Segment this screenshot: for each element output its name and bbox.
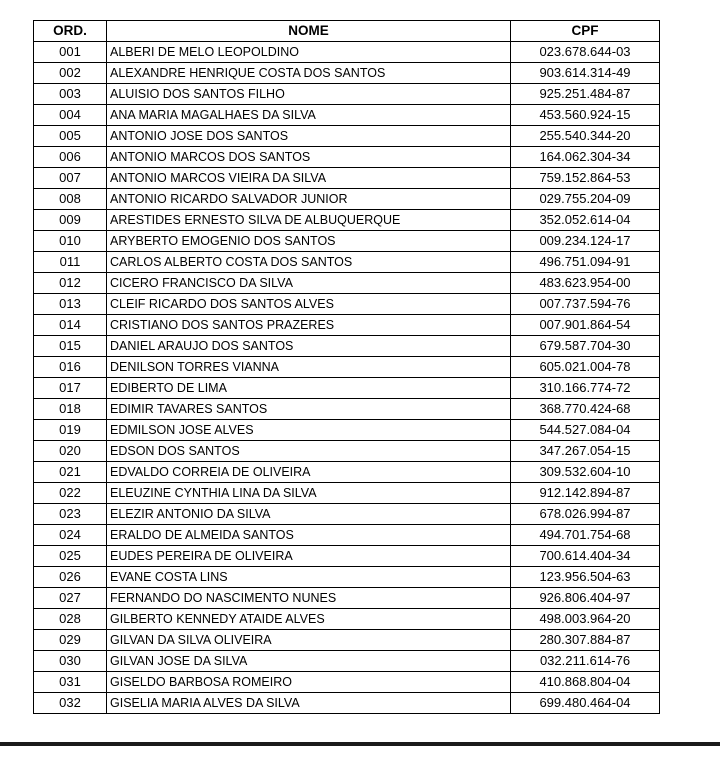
table-row — [34, 168, 660, 189]
nome-cell: CARLOS ALBERTO COSTA DOS SANTOS — [107, 252, 511, 273]
column-header-cpf: CPF — [511, 21, 660, 42]
cpf-cell: 759.152.864-53 — [511, 168, 660, 189]
nome-cell: ANA MARIA MAGALHAES DA SILVA — [107, 105, 511, 126]
nome-cell: CICERO FRANCISCO DA SILVA — [107, 273, 511, 294]
ord-cell: 005 — [34, 126, 107, 147]
cpf-cell: 912.142.894-87 — [511, 483, 660, 504]
ord-cell: 017 — [34, 378, 107, 399]
cpf-cell: 007.737.594-76 — [511, 294, 660, 315]
table-row — [34, 609, 660, 630]
nome-cell: GISELIA MARIA ALVES DA SILVA — [107, 693, 511, 714]
table-row — [34, 651, 660, 672]
nome-cell: ANTONIO MARCOS VIEIRA DA SILVA — [107, 168, 511, 189]
ord-cell: 002 — [34, 63, 107, 84]
nome-cell: GILVAN DA SILVA OLIVEIRA — [107, 630, 511, 651]
table-row — [34, 294, 660, 315]
ord-cell: 014 — [34, 315, 107, 336]
ord-cell: 010 — [34, 231, 107, 252]
table-row — [34, 462, 660, 483]
ord-cell: 007 — [34, 168, 107, 189]
table-row — [34, 42, 660, 63]
nome-cell: GILBERTO KENNEDY ATAIDE ALVES — [107, 609, 511, 630]
cpf-cell: 123.956.504-63 — [511, 567, 660, 588]
table-body — [34, 42, 660, 714]
table-row — [34, 357, 660, 378]
ord-cell: 026 — [34, 567, 107, 588]
table-row — [34, 504, 660, 525]
ord-cell: 003 — [34, 84, 107, 105]
ord-cell: 030 — [34, 651, 107, 672]
nome-cell: EUDES PEREIRA DE OLIVEIRA — [107, 546, 511, 567]
ord-cell: 015 — [34, 336, 107, 357]
ord-cell: 023 — [34, 504, 107, 525]
cpf-cell: 483.623.954-00 — [511, 273, 660, 294]
table-row — [34, 525, 660, 546]
table-row — [34, 420, 660, 441]
cpf-cell: 309.532.604-10 — [511, 462, 660, 483]
ord-cell: 025 — [34, 546, 107, 567]
ord-cell: 001 — [34, 42, 107, 63]
table-row — [34, 546, 660, 567]
nome-cell: ELEUZINE CYNTHIA LINA DA SILVA — [107, 483, 511, 504]
cpf-cell: 007.901.864-54 — [511, 315, 660, 336]
table-row — [34, 399, 660, 420]
ord-cell: 006 — [34, 147, 107, 168]
nome-cell: ANTONIO JOSE DOS SANTOS — [107, 126, 511, 147]
table-row — [34, 147, 660, 168]
table-row — [34, 441, 660, 462]
table-row — [34, 588, 660, 609]
nome-cell: ALEXANDRE HENRIQUE COSTA DOS SANTOS — [107, 63, 511, 84]
cpf-cell: 029.755.204-09 — [511, 189, 660, 210]
ord-cell: 029 — [34, 630, 107, 651]
table-row — [34, 126, 660, 147]
ord-cell: 016 — [34, 357, 107, 378]
table-row — [34, 252, 660, 273]
cpf-cell: 679.587.704-30 — [511, 336, 660, 357]
ord-cell: 031 — [34, 672, 107, 693]
cpf-cell: 903.614.314-49 — [511, 63, 660, 84]
ord-cell: 013 — [34, 294, 107, 315]
nome-cell: ERALDO DE ALMEIDA SANTOS — [107, 525, 511, 546]
cpf-cell: 453.560.924-15 — [511, 105, 660, 126]
cpf-cell: 032.211.614-76 — [511, 651, 660, 672]
nome-cell: EVANE COSTA LINS — [107, 567, 511, 588]
ord-cell: 027 — [34, 588, 107, 609]
cpf-cell: 544.527.084-04 — [511, 420, 660, 441]
cpf-cell: 310.166.774-72 — [511, 378, 660, 399]
column-header-ord: ORD. — [34, 21, 107, 42]
cpf-cell: 605.021.004-78 — [511, 357, 660, 378]
cpf-cell: 926.806.404-97 — [511, 588, 660, 609]
table-row — [34, 63, 660, 84]
table-row — [34, 378, 660, 399]
nome-cell: ARESTIDES ERNESTO SILVA DE ALBUQUERQUE — [107, 210, 511, 231]
nome-cell: GISELDO BARBOSA ROMEIRO — [107, 672, 511, 693]
cpf-cell: 164.062.304-34 — [511, 147, 660, 168]
nome-cell: FERNANDO DO NASCIMENTO NUNES — [107, 588, 511, 609]
table-row — [34, 315, 660, 336]
table-row — [34, 567, 660, 588]
ord-cell: 019 — [34, 420, 107, 441]
nome-cell: EDSON DOS SANTOS — [107, 441, 511, 462]
column-header-nome: NOME — [107, 21, 511, 42]
table-row — [34, 336, 660, 357]
cpf-cell: 368.770.424-68 — [511, 399, 660, 420]
ord-cell: 011 — [34, 252, 107, 273]
cpf-cell: 255.540.344-20 — [511, 126, 660, 147]
nome-cell: ALUISIO DOS SANTOS FILHO — [107, 84, 511, 105]
ord-cell: 009 — [34, 210, 107, 231]
table-row — [34, 105, 660, 126]
cpf-cell: 699.480.464-04 — [511, 693, 660, 714]
nome-cell: CRISTIANO DOS SANTOS PRAZERES — [107, 315, 511, 336]
nome-cell: EDMILSON JOSE ALVES — [107, 420, 511, 441]
table-row — [34, 483, 660, 504]
cpf-cell: 009.234.124-17 — [511, 231, 660, 252]
table-row — [34, 210, 660, 231]
nome-cell: EDIMIR TAVARES SANTOS — [107, 399, 511, 420]
table-row — [34, 693, 660, 714]
table-header — [34, 21, 660, 42]
cpf-cell: 280.307.884-87 — [511, 630, 660, 651]
ord-cell: 022 — [34, 483, 107, 504]
table-row — [34, 189, 660, 210]
ord-cell: 012 — [34, 273, 107, 294]
ord-cell: 008 — [34, 189, 107, 210]
cpf-cell: 347.267.054-15 — [511, 441, 660, 462]
cpf-cell: 410.868.804-04 — [511, 672, 660, 693]
nome-cell: CLEIF RICARDO DOS SANTOS ALVES — [107, 294, 511, 315]
roster-table — [33, 20, 660, 714]
cpf-cell: 494.701.754-68 — [511, 525, 660, 546]
footer-rule — [0, 742, 720, 746]
cpf-cell: 700.614.404-34 — [511, 546, 660, 567]
table-row — [34, 630, 660, 651]
cpf-cell: 498.003.964-20 — [511, 609, 660, 630]
nome-cell: ARYBERTO EMOGENIO DOS SANTOS — [107, 231, 511, 252]
cpf-cell: 352.052.614-04 — [511, 210, 660, 231]
ord-cell: 018 — [34, 399, 107, 420]
table-row — [34, 84, 660, 105]
ord-cell: 028 — [34, 609, 107, 630]
table-row — [34, 672, 660, 693]
nome-cell: ELEZIR ANTONIO DA SILVA — [107, 504, 511, 525]
cpf-cell: 925.251.484-87 — [511, 84, 660, 105]
nome-cell: ANTONIO RICARDO SALVADOR JUNIOR — [107, 189, 511, 210]
ord-cell: 021 — [34, 462, 107, 483]
nome-cell: ANTONIO MARCOS DOS SANTOS — [107, 147, 511, 168]
nome-cell: EDVALDO CORREIA DE OLIVEIRA — [107, 462, 511, 483]
ord-cell: 024 — [34, 525, 107, 546]
nome-cell: EDIBERTO DE LIMA — [107, 378, 511, 399]
nome-cell: DENILSON TORRES VIANNA — [107, 357, 511, 378]
header-row — [34, 21, 660, 42]
nome-cell: ALBERI DE MELO LEOPOLDINO — [107, 42, 511, 63]
nome-cell: GILVAN JOSE DA SILVA — [107, 651, 511, 672]
cpf-cell: 496.751.094-91 — [511, 252, 660, 273]
table-row — [34, 231, 660, 252]
ord-cell: 020 — [34, 441, 107, 462]
table-row — [34, 273, 660, 294]
ord-cell: 004 — [34, 105, 107, 126]
cpf-cell: 678.026.994-87 — [511, 504, 660, 525]
nome-cell: DANIEL ARAUJO DOS SANTOS — [107, 336, 511, 357]
cpf-cell: 023.678.644-03 — [511, 42, 660, 63]
ord-cell: 032 — [34, 693, 107, 714]
